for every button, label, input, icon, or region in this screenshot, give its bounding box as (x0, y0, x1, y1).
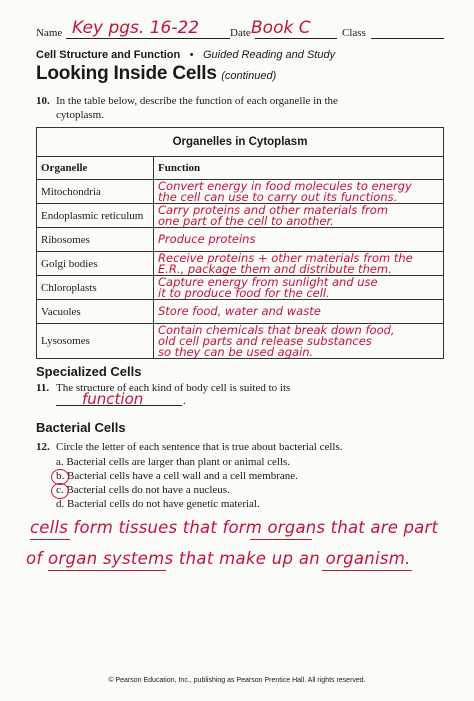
q11-number: 11. (36, 382, 50, 394)
organelle-cell: Mitochondria (37, 180, 154, 204)
q11-text: The structure of each kind of body cell is suited to its (56, 382, 291, 394)
title-continued: (continued) (221, 70, 277, 82)
table-row (37, 228, 444, 252)
subject-line (36, 45, 335, 63)
q10-number: 10. (36, 95, 50, 107)
q12-text: Circle the letter of each sentence that is true about bacterial cells. (56, 441, 343, 453)
q11-period: . (183, 395, 186, 407)
function-cell: Convert energy in food molecules to energy the cell can use to carry out its functions. (154, 180, 444, 204)
underline-organ-systems (48, 570, 166, 571)
subject: Cell Structure and Function (36, 49, 181, 61)
page-title (36, 63, 276, 85)
option-c (56, 484, 230, 496)
option-a (56, 456, 290, 468)
date-line (255, 38, 337, 39)
q10-text-line1: In the table below, describe the function of each organelle in the (56, 95, 338, 107)
option-d (56, 498, 260, 510)
organelle-cell: Vacuoles (37, 300, 154, 324)
underline-organism (322, 570, 412, 571)
organelle-cell: Lysosomes (37, 324, 154, 359)
class-label: Class (342, 27, 366, 39)
option-text: Bacterial cells have a cell wall and a cell membrane. (67, 470, 298, 482)
answer-circle-c (51, 483, 69, 499)
table-caption: Organelles in Cytoplasm (37, 128, 444, 157)
class-line (371, 38, 444, 39)
underline-cells (30, 539, 70, 540)
organelle-cell: Golgi bodies (37, 252, 154, 276)
q11-answer: function (82, 390, 144, 408)
table-row (37, 300, 444, 324)
table-row (37, 324, 444, 359)
option-letter: d. (56, 498, 65, 510)
option-b (56, 470, 298, 482)
function-cell: Carry proteins and other materials from one part of the cell to another. (154, 204, 444, 228)
organelle-cell: Chloroplasts (37, 276, 154, 300)
date-value: Book C (251, 18, 311, 38)
organelle-cell: Endoplasmic reticulum (37, 204, 154, 228)
organelles-table (36, 127, 444, 359)
name-line (66, 38, 230, 39)
table-row (37, 204, 444, 228)
option-letter: a. (56, 456, 64, 468)
option-letter: c. (56, 484, 64, 496)
option-text: Bacterial cells do not have genetic material. (67, 498, 260, 510)
function-cell: Receive proteins + other materials from the E.R., package them and distribute them. (154, 252, 444, 276)
q12-number: 12. (36, 441, 50, 453)
bacterial-heading: Bacterial Cells (36, 420, 126, 435)
subtitle: Guided Reading and Study (203, 49, 336, 61)
title-main: Looking Inside Cells (36, 63, 217, 84)
name-label: Name (36, 27, 63, 39)
name-value: Key pgs. 16-22 (72, 18, 200, 38)
function-cell: Produce proteins (154, 228, 444, 252)
table-row (37, 180, 444, 204)
col-function: Function (154, 157, 444, 180)
option-text: Bacterial cells do not have a nucleus. (66, 484, 230, 496)
handwritten-note-line2: of organ systems that make up an organism. (26, 549, 411, 568)
table-row (37, 276, 444, 300)
table-row (37, 252, 444, 276)
underline-organs (250, 539, 312, 540)
col-organelle: Organelle (37, 157, 154, 180)
specialized-heading: Specialized Cells (36, 364, 142, 379)
option-text: Bacterial cells are larger than plant or animal cells. (66, 456, 291, 468)
copyright: © Pearson Education, Inc., publishing as Pearson Prentice Hall. All rights reserved. (108, 677, 366, 684)
q10-text-line2: cytoplasm. (56, 109, 104, 121)
option-letter: b. (56, 470, 65, 482)
organelle-cell: Ribosomes (37, 228, 154, 252)
bullet: • (189, 49, 194, 61)
handwritten-note-line1: cells form tissues that form organs that are part (30, 518, 439, 537)
function-cell: Contain chemicals that break down food, old cell parts and release substances so they can be used again. (154, 324, 444, 359)
function-cell: Store food, water and waste (154, 300, 444, 324)
function-cell: Capture energy from sunlight and use it to produce food for the cell. (154, 276, 444, 300)
date-label: Date (230, 27, 251, 39)
